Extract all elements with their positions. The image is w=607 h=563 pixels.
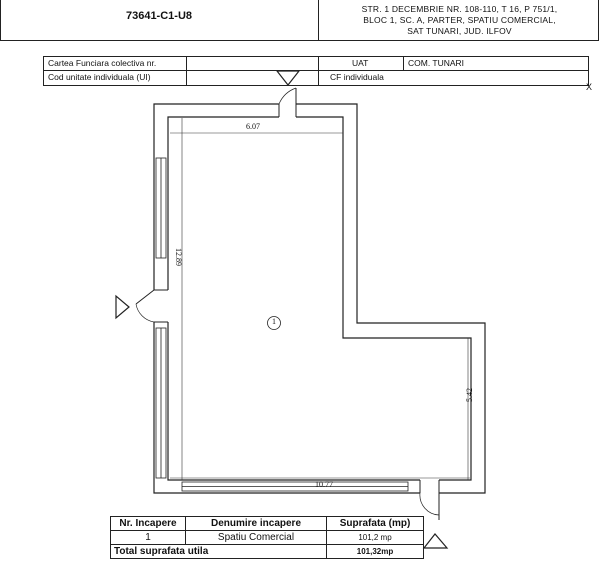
address-line: BLOC 1, SC. A, PARTER, SPATIU COMERCIAL, (363, 15, 556, 25)
table-total-row (111, 545, 424, 559)
door-bottom-opening (420, 478, 439, 498)
address-line: STR. 1 DECEMBRIE NR. 108-110, T 16, P 751/1, (361, 4, 558, 14)
dimension-top: 6.07 (246, 122, 260, 131)
outer-wall (154, 104, 485, 493)
entrance-arrow-top (277, 71, 299, 85)
cell-nr: 1 (111, 531, 186, 545)
cod-ui-label: Cod unitate individuala (UI) (48, 72, 151, 82)
rooms-table (110, 516, 424, 559)
address-line: SAT TUNARI, JUD. ILFOV (407, 26, 512, 36)
cadastral-code: 73641-C1-U8 (125, 10, 193, 22)
cell-name: Spatiu Comercial (186, 531, 327, 545)
room-marker-number: 1 (272, 317, 276, 326)
corner-mark: X (586, 82, 593, 92)
table-row (111, 531, 424, 545)
entrance-arrow-bottom (424, 534, 447, 548)
door-top-opening (279, 100, 296, 122)
col-header-area: Suprafata (mp) (327, 517, 424, 531)
carte-funciara-label: Cartea Funciara colectiva nr. (48, 58, 157, 68)
dimension-left: 12.89 (174, 248, 183, 266)
entrance-arrow-left (116, 296, 129, 318)
cell-area: 101,2 mp (327, 531, 424, 545)
col-header-nr: Nr. Incapere (111, 517, 186, 531)
inner-wall (168, 117, 471, 480)
uat-value: COM. TUNARI (408, 58, 465, 68)
table-header-row (111, 517, 424, 531)
col-header-name: Denumire incapere (186, 517, 327, 531)
total-label: Total suprafata utila (111, 545, 327, 559)
dimension-right: 5.42 (465, 388, 474, 402)
uat-label: UAT (352, 58, 369, 68)
dimension-bottom: 10.77 (315, 480, 333, 489)
cf-individuala-label: CF individuala (330, 72, 384, 82)
total-value: 101,32mp (327, 545, 424, 559)
door-left-opening (150, 290, 172, 322)
